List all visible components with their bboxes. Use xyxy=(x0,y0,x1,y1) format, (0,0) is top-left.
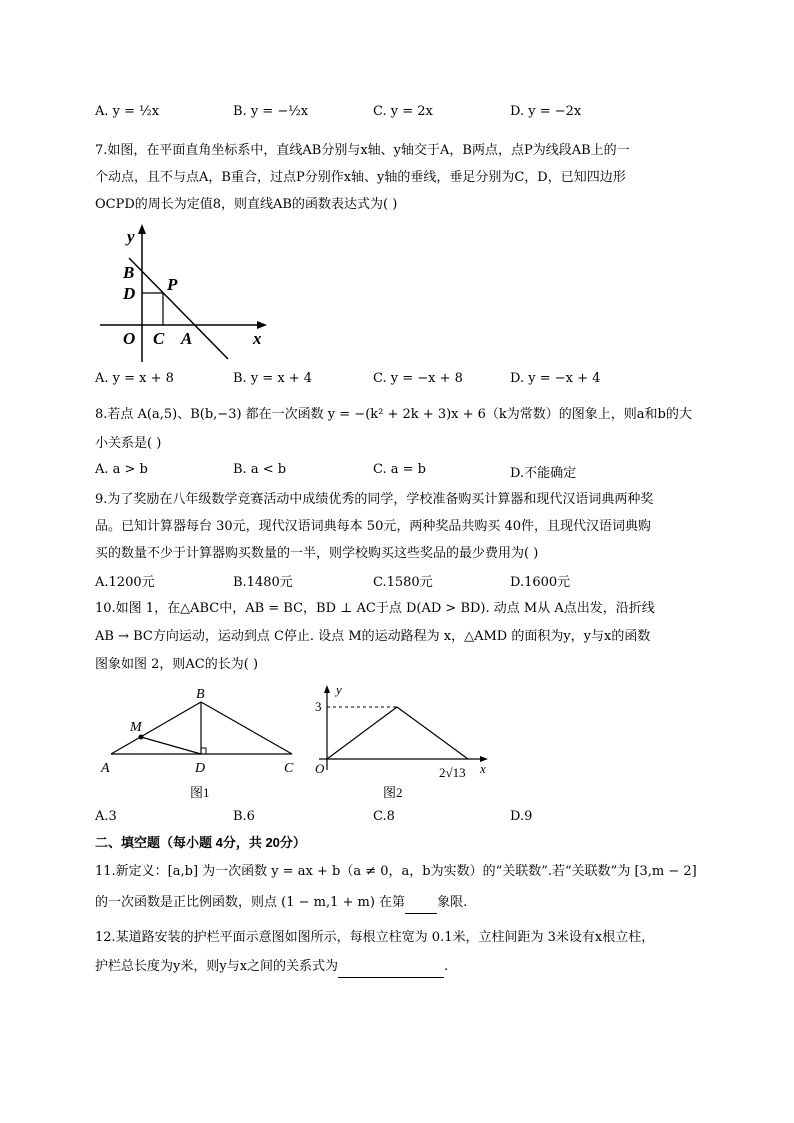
q10-fig1-segment-ab xyxy=(111,702,201,754)
q11-text-line2-start: 的一次函数是正比例函数，则点 (1 − m,1 + m) 在第 xyxy=(95,895,406,910)
q10-fig2-label-o: O xyxy=(315,761,325,776)
q9-text-line3: 买的数量不少于计算器购买数量的一半，则学校购买这些奖品的最少费用为( ) xyxy=(95,546,539,561)
q12-text-line1: 12.某道路安装的护栏平面示意图如图所示，每根立柱宽为 0.1米，立柱间距为 3米设有x根立柱， xyxy=(95,930,655,945)
q7-option-d: D. y = −x + 4 xyxy=(510,371,601,386)
q9-option-d: D.1600元 xyxy=(510,575,571,590)
section-2-heading: 二、填空题（每小题 4分，共 20分） xyxy=(95,835,306,850)
q7-x-arrow xyxy=(257,321,267,329)
q10-option-d: D.9 xyxy=(510,809,533,824)
q10-fig1-label-d: D xyxy=(195,761,206,776)
q10-fig2-label-y: y xyxy=(336,682,342,697)
q10-option-c: C.8 xyxy=(373,809,395,824)
q11-text-line1: 11.新定义：[a,b] 为一次函数 y = ax + b（a ≠ 0，a，b为实数）的“关联数”.若“关联数”为 [3,m − 2] xyxy=(95,864,697,879)
q7-label-p: P xyxy=(167,275,178,294)
q9-option-b: B.1480元 xyxy=(233,575,293,590)
q9-option-c: C.1580元 xyxy=(373,575,433,590)
q10-fig1-label-a: A xyxy=(101,761,110,776)
q7-option-a: A. y = x + 8 xyxy=(95,371,174,386)
q12-answer-blank[interactable] xyxy=(338,957,444,978)
q6-option-d: D. y = −2x xyxy=(510,104,582,119)
q10-figure-2 xyxy=(305,680,505,804)
q10-fig2-label-xend: 2√13 xyxy=(439,765,466,780)
q12-text-line2-end: . xyxy=(444,959,449,974)
q7-text-line1: 7.如图，在平面直角坐标系中，直线AB分别与x轴、y轴交于A，B两点，点P为线段AB上的一 xyxy=(95,143,630,158)
q10-fig1-label-m: M xyxy=(130,720,142,735)
q10-fig1-caption: 图1 xyxy=(190,785,210,800)
q10-fig1-right-angle xyxy=(201,748,206,754)
q7-line-ab xyxy=(129,258,228,359)
q9-text-line1: 9.为了奖励在八年级数学竞赛活动中成绩优秀的同学，学校准备购买计算器和现代汉语词典两种奖 xyxy=(95,492,654,507)
q7-y-arrow xyxy=(138,224,146,234)
q11-text-line2-end: 象限. xyxy=(437,895,468,910)
q8-option-d: D.不能确定 xyxy=(510,466,577,481)
q8-text-line1: 8.若点 A(a,5)、B(b,−3) 都在一次函数 y = −(k² + 2k + 3)x + 6（k为常数）的图象上，则a和b的大 xyxy=(95,407,692,422)
q10-fig1-label-c: C xyxy=(284,761,294,776)
q8-option-a: A. a > b xyxy=(95,462,148,477)
q7-option-b: B. y = x + 4 xyxy=(233,371,313,386)
q10-fig1-segment-bc xyxy=(201,702,292,754)
q7-figure xyxy=(95,222,280,367)
q8-text-line2: 小关系是( ) xyxy=(95,436,162,451)
q10-fig2-graph xyxy=(327,707,468,759)
q7-label-c: C xyxy=(153,329,165,348)
q7-label-y: y xyxy=(127,227,135,246)
q12-text-line2-start: 护栏总长度为y米，则y与x之间的关系式为 xyxy=(95,959,339,974)
q8-option-c: C. a = b xyxy=(373,462,426,477)
q6-option-b: B. y = −½x xyxy=(233,104,309,119)
q10-text-line2: AB → BC方向运动，运动到点 C停止. 设点 M的运动路程为 x，△AMD 的面积为y，y与x的函数 xyxy=(95,629,651,644)
q12-text-line2 xyxy=(95,957,448,978)
q9-text-line2: 品。已知计算器每台 30元，现代汉语词典每本 50元，两种奖品共购买 40件，且现代汉语词典购 xyxy=(95,519,652,534)
q8-option-b: B. a < b xyxy=(233,462,287,477)
q7-text-line3: OCPD的周长为定值8，则直线AB的函数表达式为( ) xyxy=(95,197,398,212)
q10-option-a: A.3 xyxy=(95,809,117,824)
q7-text-line2: 个动点，且不与点A，B重合，过点P分别作x轴、y轴的垂线，垂足分别为C，D，已知四边形 xyxy=(95,170,626,185)
q7-label-o: O xyxy=(123,329,136,348)
q11-answer-blank[interactable] xyxy=(405,893,437,914)
q10-option-b: B.6 xyxy=(233,809,255,824)
q6-option-a: A. y = ½x xyxy=(95,104,160,119)
q10-text-line1: 10.如图 1，在△ABC中，AB = BC，BD ⊥ AC于点 D(AD > BD). 动点 M从 A点出发，沿折线 xyxy=(95,601,655,616)
q10-fig1-label-b: B xyxy=(196,687,205,702)
q10-fig2-caption: 图2 xyxy=(383,785,403,800)
q10-fig2-y-arrow xyxy=(324,685,330,693)
q10-figure-1 xyxy=(95,684,305,804)
q7-label-b: B xyxy=(123,263,135,282)
q7-label-x: x xyxy=(253,329,262,348)
q7-option-c: C. y = −x + 8 xyxy=(373,371,463,386)
q10-text-line3: 图象如图 2，则AC的长为( ) xyxy=(95,657,259,672)
q6-option-c: C. y = 2x xyxy=(373,104,433,119)
q10-fig1-segment-md xyxy=(141,737,201,754)
q10-fig2-label-ymax: 3 xyxy=(315,699,322,714)
q7-label-a: A xyxy=(181,329,193,348)
q11-text-line2 xyxy=(95,893,467,914)
q10-fig1-point-m xyxy=(139,735,144,740)
q7-label-d: D xyxy=(123,284,136,303)
q10-fig2-label-x: x xyxy=(480,761,486,776)
q9-option-a: A.1200元 xyxy=(95,575,155,590)
